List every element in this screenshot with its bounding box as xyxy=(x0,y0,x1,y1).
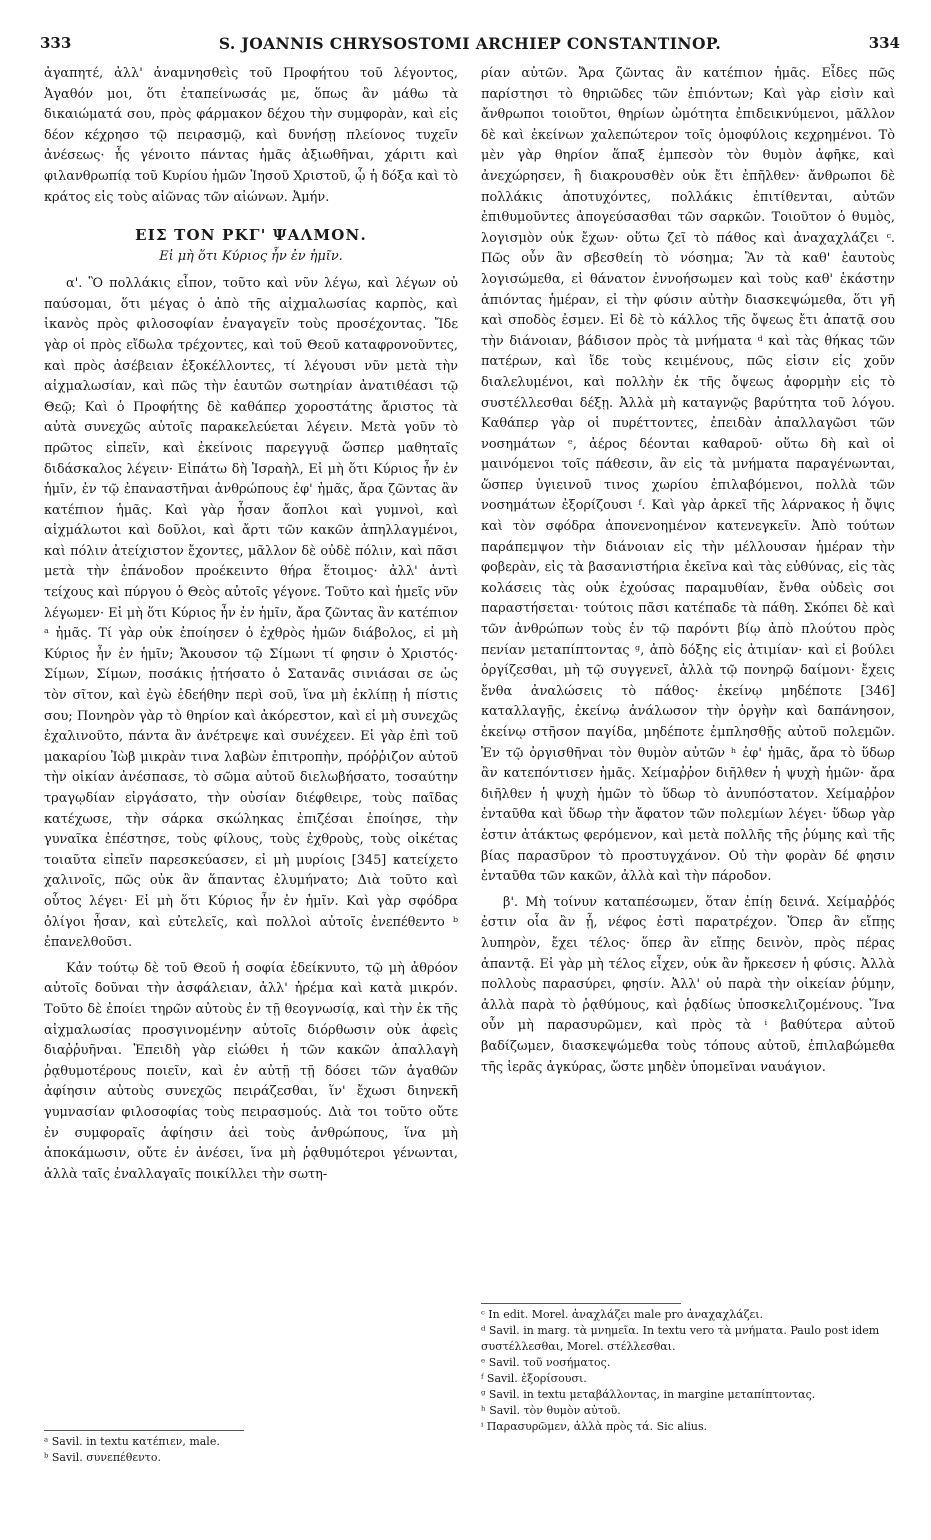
footnote: ᵉ Savil. τοῦ νοσήματος. xyxy=(481,1356,611,1369)
paragraph-continuation: Κἀν τούτῳ δὲ τοῦ Θεοῦ ἡ σοφία ἐδείκνυτο, τῷ μὴ ἀθρόον αὐτοῖς δοῦναι τὴν ἀσφάλειαν, ἀλλ' ἠρέμα καὶ κατὰ μικρόν. Τοῦτο δὲ ἐποίει τηρῶν αὐτοὺς ἐν τῇ θεογνωσίᾳ, καὶ τὴν ἐκ τῆς αἰχμαλωσίας προσγινομένην αὐτοῖς διόρθωσιν οὐκ ἀφεὶς διαῤῥυῆναι. Ἐπειδὴ γὰρ εἰώθει ἡ τῶν κακῶν ἀπαλλαγὴ ῥᾳθυμοτέρους ποιεῖν, καὶ ἐν αὐτῇ τῇ δόσει τῶν ἀγαθῶν ἀφίησιν αὐτοὺς συνεχῶς πειράζεσθαι, ἵν' ἔχωσι διηνεκῆ γυμνασίαν φιλοσοφίας τοὺς πειρασμούς. Διὰ τοι τοῦτο οὔτε ἐν συμφοραῖς ἀφίησιν ἀεὶ τοὺς ἀνθρώπους, ἵνα μὴ ἀποκάμωσιν, οὔτε ἐν ἀνέσει, ἵνα μὴ ῥᾳθυμότεροι γένωνται, ἀλλὰ ταῖς ἐναλλαγαῖς ποικίλλει τὴν σωτη- xyxy=(44,960,458,1182)
page-number-right: 334 xyxy=(868,34,900,52)
footnote: ⁱ Παρασυρῶμεν, ἀλλὰ πρὸς τά. Sic alius. xyxy=(481,1420,708,1433)
footnote: ʰ Savil. τὸν θυμὸν αὐτοῦ. xyxy=(481,1404,621,1417)
footnotes-left xyxy=(44,1430,458,1466)
paragraph-alpha: α'. Ὃ πολλάκις εἶπον, τοῦτο καὶ νῦν λέγω, καὶ λέγων οὐ παύσομαι, ὅτι μέγας ὁ ἀπὸ τῆς αἰχμαλωσίας καρπὸς, καὶ ἱκανὸς πρὸς φιλοσοφίαν ἐναγαγεῖν τοὺς προσέχοντας. Ἴδε γὰρ οἱ πρὸς εἴδωλα τρέχοντες, καὶ τοῦ Θεοῦ καταφρονοῦντες, καὶ πρὸς ἀσέβειαν ἐξοκέλλοντες, τί λέγουσι νῦν μετὰ τὴν αἰχμαλωσίαν, καὶ πῶς τὴν ἑαυτῶν σωτηρίαν ἀνατιθέασι τῷ Θεῷ; Καὶ ὁ Προφήτης δὲ καθάπερ χοροστάτης ἄριστος τὰ αὐτὰ συνεχῶς αὐτοῖς παρακελεύεται λέγειν. Μετὰ γοῦν τὸ πρῶτος εἰπεῖν, καὶ ἐκείνοις παρεγγυᾷ ὥσπερ μαθηταῖς διδάσκαλος λέγειν· Εἰπάτω δὴ Ἰσραὴλ, Εἰ μὴ ὅτι Κύριος ἦν ἐν ἡμῖν, ἐν τῷ ἐπαναστῆναι ἀνθρώπους ἐφ' ἡμᾶς, ἄρα ζῶντας ἂν κατέπιον ἡμᾶς. Καὶ γὰρ ἦσαν ἄοπλοι καὶ γυμνοὶ, καὶ αἰχμάλωτοι καὶ δοῦλοι, καὶ ἄρτι τῶν κακῶν ἀπηλλαγμένοι, καὶ πόλιν ἀτείχιστον ἔχοντες, μᾶλλον δὲ οὐδὲ πόλιν, καὶ πᾶσι μετὰ τὴν ἐπάνοδον προέκειντο θήρα ἕτοιμος· ἀλλ' ἀντὶ τείχους καὶ πύργου ὁ Θεὸς αὐτοῖς γέγονε. Τοῦτο καὶ ἡμεῖς νῦν λέγωμεν· Εἰ μὴ ὅτι Κύριος ἦν ἐν ἡμῖν, ἄρα ζῶντας ἂν κατέπιον ᵃ ἡμᾶς. Τί γὰρ οὐκ ἐποίησεν ὁ ἐχθρὸς ἡμῶν διάβολος, εἰ μὴ Κύριος ἦν ἐν ἡμῖν; Ἄκουσον τῷ Σίμωνι τί φησιν ὁ Χριστός· Σίμων, Σίμων, ποσάκις ᾐτήσατο ὁ Σατανᾶς σινιάσαι σε ὡς τὸν σῖτον, καὶ ἐγὼ ἐδεήθην περὶ σοῦ, ἵνα μὴ ἐκλίπῃ ἡ πίστις σου; Πονηρὸν γὰρ τὸ θηρίον καὶ ἀκόρεστον, καὶ εἰ μὴ συνεχῶς ἐχαλινοῦτο, πάντα ἂν ἀνέτρεψε καὶ συνέχεεν. Εἰ γὰρ ἐπὶ τοῦ μακαρίου Ἰὼβ μικρὰν τινα λαβὼν ἐπιτροπὴν, πρόῤῥιζον αὐτοῦ τὴν οἰκίαν ἀνέσπασε, τὸ σῶμα αὐτοῦ διελωβήσατο, τοσαύτην τραγῳδίαν εἰργάσατο, τὴν οὐσίαν διέφθειρε, τοὺς παῖδας κατέχωσε, τὴν σάρκα σκώληκας ἐπιζέσαι ἐποίησε, τὴν γυναῖκα ἐπέστησε, τοὺς φίλους, τοὺς ἐχθροὺς, τοὺς οἰκέτας τοιαῦτα εἰπεῖν παρεσκεύασεν, εἰ μὴ μυρίοις [345] κατείχετο χαλινοῖς, πῶς οὐκ ἂν ἅπαντας ἐλυμήνατο; Διὰ τοῦτο καὶ οὗτος λέγει· Εἰ μὴ ὅτι Κύριος ἦν ἐν ἡμῖν. Καὶ γὰρ σφόδρα ὀλίγοι ἦσαν, καὶ εὐτελεῖς, καὶ πολλοὶ αὐτοῖς ἐνεπέθεντο ᵇ ἐπανελθοῦσι. xyxy=(44,276,458,951)
right-column xyxy=(481,64,895,1078)
footnote: ᵃ Savil. in textu κατέπιεν, male. xyxy=(44,1435,220,1448)
page-number-left: 333 xyxy=(40,34,72,52)
running-title: S. JOANNIS CHRYSOSTOMI ARCHIEP CONSTANTINOP. xyxy=(218,34,722,53)
footnote-rule xyxy=(481,1303,681,1304)
footnotes-right xyxy=(481,1303,895,1435)
section-subtitle: Εἰ μὴ ὅτι Κύριος ἦν ἐν ἡμῖν. xyxy=(159,249,343,265)
page-header xyxy=(40,34,900,58)
footnote: ᶠ Savil. ἐξορίσουσι. xyxy=(481,1372,587,1385)
footnote: ᵈ Savil. in marg. τὰ μνημεῖα. In textu vero τὰ μνήματα. Paulo post idem συστέλλεσθαι, Morel. στέλλεσθαι. xyxy=(481,1324,880,1353)
opening-paragraph: ἀγαπητέ, ἀλλ' ἀναμνησθεὶς τοῦ Προφήτου τοῦ λέγοντος, Ἀγαθόν μοι, ὅτι ἐταπείνωσάς με, ὅπως ἂν μάθω τὰ δικαιώματά σου, πρὸς φάρμακον δέχου τὴν συμφορὰν, καὶ εἰς δέον κέχρησο τῷ πειρασμῷ, καὶ δυνήσῃ πλείονος τυχεῖν ἀνέσεως· ἧς γένοιτο πάντας ἡμᾶς ἀξιωθῆναι, χάριτι καὶ φιλανθρωπίᾳ τοῦ Κυρίου ἡμῶν Ἰησοῦ Χριστοῦ, ᾧ ἡ δόξα καὶ τὸ κράτος εἰς τοὺς αἰῶνας τῶν αἰώνων. Ἀμήν. xyxy=(44,66,458,205)
footnote: ᵇ Savil. συνεπέθεντο. xyxy=(44,1451,161,1464)
footnote: ᶜ In edit. Morel. ἀναχλάζει male pro ἀναχαχλάζει. xyxy=(481,1308,764,1321)
footnote: ᵍ Savil. in textu μεταβάλλοντας, in margine μεταπίπτοντας. xyxy=(481,1388,816,1401)
paragraph-beta: β'. Μὴ τοίνυν καταπέσωμεν, ὅταν ἐπίῃ δεινά. Χείμαῤῥός ἐστιν οἷα ἂν ᾖ, νέφος ἐστὶ παρατρέχον. Ὅπερ ἂν εἴπῃς λυπηρὸν, ἔχει τέλος· ὅπερ ἂν εἴπῃς δεινὸν, πρὸς πέρας ἀπαντᾷ. Εἰ γὰρ μὴ τέλος εἶχεν, οὐκ ἂν ἤρκεσεν ἡ φύσις. Ἀλλὰ πολλοὺς παρασύρει, φησίν. Ἀλλ' οὐ παρὰ τὴν οἰκείαν ῥύμην, ἀλλὰ παρὰ τὸ ῥᾳθύμους, καὶ ῥᾳδίως ὑποσκελιζομένους. Ἵνα οὖν μὴ παρασυρῶμεν, καὶ πρὸς τὰ ⁱ βαθύτερα αὐτοῦ βαδίζωμεν, διασκεψώμεθα τοὺς τόπους αὐτοῦ, ἐπιλαβώμεθα τῆς ἱερᾶς ἀγκύρας, ὥστε μηδὲν ὑπομεῖναι ναυάγιον. xyxy=(481,894,895,1075)
paragraph-continued: ρίαν αὐτῶν. Ἄρα ζῶντας ἂν κατέπιον ἡμᾶς. Εἶδες πῶς παρίστησι τὸ θηριῶδες τῶν ἐπιόντων; Καὶ γὰρ εἰσὶν καὶ ἄνθρωποι τοιοῦτοι, θηρίων ὠμότητα ἐπιδεικνύμενοι, μᾶλλον δὲ καὶ ἐκείνων χαλεπώτερον τοῖς ὁμοφύλοις κεχρημένοι. Τὸ μὲν γὰρ θηρίον ἅπαξ ἐμπεσὸν τὸν θυμὸν ἀφῆκε, καὶ ἀνεχώρησεν, ἢ διακρουσθὲν οὐκ ἔτι ἐπῆλθεν· ἄνθρωποι δὲ πολλάκις ἀποτυχόντες, πολλάκις ἐπιτίθενται, αὐτῶν ἐπιθυμοῦντες ἀπογεύσασθαι τῶν σαρκῶν. Τοιοῦτον ὁ θυμὸς, λογισμὸν οὐκ ἔχων· οὕτω ζεῖ τὸ πάθος καὶ ἀναχαχλάζει ᶜ. Πῶς οὖν ἂν σβεσθείη τὸ νόσημα; Ἂν τὰ καθ' ἑαυτοὺς λογισώμεθα, εἰ θάνατον ἐννοήσωμεν καὶ τοὺς καθ' ἑκάστην ἀπιόντας ἡμέραν, εἰ τὴν φύσιν αὐτὴν διασκεψώμεθα, ὅτι γῆ καὶ σποδὸς ἐσμεν. Εἰ δὲ τὸ κάλλος τῆς ὄψεως ἔτι ἀπατᾷ σου τὴν διάνοιαν, βάδισον πρὸς τὰ μνήματα ᵈ καὶ τὰς θήκας τῶν πατέρων, καὶ ἴδε τοὺς κειμένους, πῶς εἰσιν εἰς χοῦν διαλελυμένοι, καὶ πολλὴν ἐκ τῆς ὄψεως ἀφορμὴν εἰς τὸ συστέλλεσθαι δέξῃ. Ἀλλὰ μὴ καταγνῷς βαρύτητα τοῦ λόγου. Καθάπερ γὰρ οἱ πυρέττοντες, ἐπειδὰν ἀπαλλαγῶσι τῶν νοσημάτων ᵉ, ἀέρος δέονται καθαροῦ· οὕτω δὴ καὶ οἱ μαινόμενοι τοῖς πάθεσιν, ἂν εἰς τὰ μνήματα παραγένωνται, ὥσπερ ὑγιεινοῦ τινος χωρίου ἐπιλαβόμενοι, πολλὰ τῶν νοσημάτων ἐξορίζουσι ᶠ. Καὶ γὰρ ἀρκεῖ τῆς λάρνακος ἡ ὄψις καὶ τὸν σφόδρα ἀπονενοημένον κατενεγκεῖν. Ἀπὸ τούτων παράπεμψον τὴν διάνοιαν εἰς τὴν μέλλουσαν ἡμέραν τὴν φοβερὰν, εἰς τὰ βασανιστήρια ἐκεῖνα καὶ τὰς εὐθύνας, εἰς τὰς κολάσεις τὰς οὐκ ἐχούσας παραμυθίαν, ἔνθα οὐδεὶς σοι παραστήσεται· τούτοις πᾶσι κατέπαδε τὰ πάθη. Σκόπει δὲ καὶ τῶν ἀνθρώπων τοὺς ἐν τῷ παρόντι βίῳ ἀπὸ πλούτου πρὸς πενίαν μεταπίπτοντας ᵍ, ἀπὸ δόξης εἰς ἀτιμίαν· καὶ εἰ βούλει ὀργίζεσθαι, μὴ τῷ συγγενεῖ, ἀλλὰ τῷ πονηρῷ δαίμονι· ἔχεις ἔνθα ἀναλώσεις τὸ πάθος· ἐκείνῳ μηδέποτε [346] καταλλαγῇς, ἐκείνῳ ἀνάλωσον τὴν ὀργὴν καὶ δαπάνησον, ἐκείνῳ στῆσον παγίδα, μηδέποτε ἐμπλησθῇς αὐτοῦ πολεμῶν. Ἐν τῷ ὀργισθῆναι τὸν θυμὸν αὐτῶν ʰ ἐφ' ἡμᾶς, ἄρα τὸ ὕδωρ ἂν κατεπόντισεν ἡμᾶς. Χείμαῤῥον διῆλθεν ἡ ψυχὴ ἡμῶν· ἄρα διῆλθεν ἡ ψυχὴ ἡμῶν τὸ ὕδωρ τὸ ἀνυπόστατον. Χείμαῤῥον ἐνταῦθα καὶ ὕδωρ τὴν ἄφατον τῶν πολεμίων λέγει· ὕδωρ γὰρ ἐστιν ἀτάκτως φερόμενον, καὶ μετὰ πολλῆς τῆς ῥύμης καὶ τῆς βίας παρασῦρον τὸ προστυγχάνον. Οὐ τὴν φορὰν δέ φησιν ἐνταῦθα τῶν κακῶν, ἀλλὰ καὶ τὴν πάροδον. xyxy=(481,66,895,885)
left-column xyxy=(44,64,458,1185)
section-heading: ΕΙΣ ΤΟΝ ΡΚΓ' ΨΑΛΜΟΝ. xyxy=(135,226,367,245)
footnote-rule xyxy=(44,1430,244,1431)
